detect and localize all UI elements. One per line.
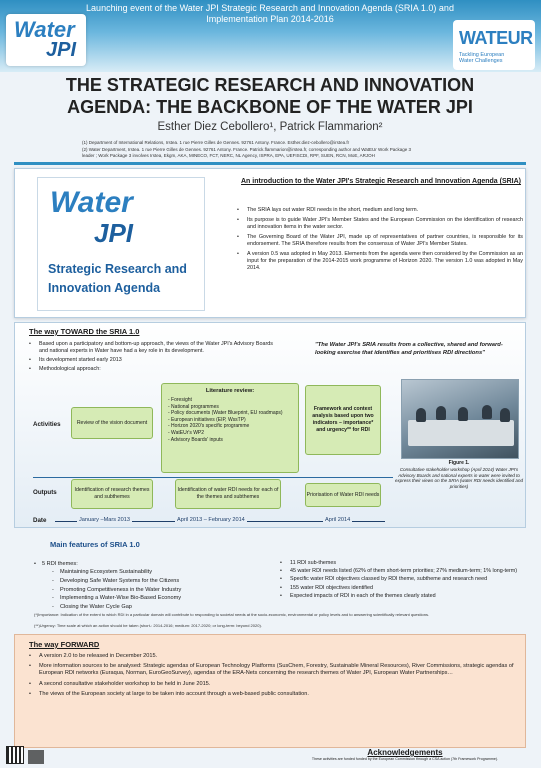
sria-quote: "The Water JPI's SRIA results from a collective, shared and forward-looking exercise that identifies and prioritises RDI directions" (315, 342, 503, 356)
ack-text: These activities are funded funded by the European Commission through a CSA action (7th Framework Programme). (311, 757, 499, 761)
literature-item: - European initiatives (EIP, WssTP) (168, 416, 246, 423)
output-priorisation: Priorisation of Water RDI needs (305, 483, 381, 507)
affiliation-2: (2) Water Department, Irstea. 1 rue Pierre Gilles de Gennes. 92761 Antony. France. Patrick.flammarion@irstea.fr, corresponding author and WatEUr Work Package 3 (82, 147, 411, 152)
theme-item: - Maintaining Ecosystem Sustainability (34, 568, 274, 577)
workshop-photo (401, 379, 519, 459)
literature-item: - National programmes (168, 403, 219, 410)
affiliation-1: (1) Department of International Relations, Irstea. 1 rue Pierre Gilles de Gennes. 92761 Antony. France. Esther.diez-cebollero@irstea.fr (82, 140, 350, 145)
toward-bullet: • Its development started early 2013 (29, 357, 279, 364)
themes-intro: • 5 RDI themes: (34, 560, 274, 568)
label-date: Date (33, 517, 47, 524)
photo-person (436, 406, 446, 420)
photo-table (408, 420, 514, 446)
event-line-1: Launching event of the Water JPI Strategic Research and Innovation Agenda (SRIA 1.0) and (86, 3, 454, 13)
sria-logo (37, 177, 205, 311)
authors: Esther Diez Cebollero¹, Patrick Flammarion² (157, 121, 383, 133)
logo-word-water: Water (14, 17, 75, 42)
intro-panel (14, 168, 526, 318)
date-phase-1: January –Mars 2013 (79, 517, 130, 523)
activity-framework-analysis: Framework and context analysis based upon two indicators – importance* and urgency** for RDI (305, 385, 381, 455)
literature-item: - Foresight (168, 397, 192, 403)
forward-bullet: • A second consultative stakeholder workshop to be held in June 2015. (29, 681, 519, 688)
photo-person (458, 407, 468, 421)
features-heading: Main features of SRIA 1.0 (50, 540, 140, 549)
logo-word-jpi: JPI (46, 39, 77, 61)
ack-heading: Acknowledgements (367, 748, 443, 757)
feature-bullet: • Specific water RDI objectives classed by RDI theme, subtheme and research need (280, 576, 520, 583)
label-activities: Activities (33, 421, 61, 428)
forward-list (29, 653, 519, 701)
wateur-sub-1: Tackling European (459, 52, 505, 58)
qr-code-secondary (28, 750, 44, 764)
label-outputs: Outputs (33, 489, 57, 496)
forward-heading: The way FORWARD (29, 640, 100, 649)
note-urgency: (**)Urgency: Time scale at which an action should be taken (short-: 2014-2016; medium: 2017-2020; or long-term: beyond 2020). (34, 623, 262, 628)
sria-logo-line-2: Innovation Agenda (48, 281, 161, 295)
feature-bullet: • 155 water RDI objectives identified (280, 585, 520, 592)
photo-person (500, 408, 510, 422)
literature-item: - Horizon 2020's specific programme (168, 423, 250, 430)
intro-list (237, 207, 523, 275)
figure-label: Figure 1. (448, 460, 470, 466)
theme-item: - Promoting Competitiveness in the Water Industry (34, 586, 274, 595)
sria-logo-jpi: JPI (94, 218, 134, 248)
literature-item: - Advisory Boards' inputs (168, 436, 223, 443)
forward-bullet: • A version 2.0 to be released in December 2015. (29, 653, 519, 660)
poster-title (20, 74, 520, 118)
process-arrow (33, 477, 393, 478)
photo-person (482, 405, 492, 419)
literature-item: - Policy documents (Water Blueprint, EU roadmaps) (168, 410, 283, 417)
activity-review-vision: Review of the vision document (71, 407, 153, 439)
divider-top (14, 162, 526, 165)
output-research-themes: Identification of research themes and subthemes (71, 479, 153, 509)
figure-caption-text: Consultative stakeholder workshop (April 2014) Water JPI's Advisory Boards and national experts in water were invited to express their views on the SRIA (water RDI needs identified and priorities) (395, 466, 523, 490)
date-phase-2: April 2013 – February 2014 (177, 517, 245, 523)
intro-bullet: • Its purpose is to guide Water JPI's Member States and the European Commission on the identification of research and innovation items in the water sector. (237, 217, 523, 231)
theme-item: - Implementing a Water-Wise Bio-Based Economy (34, 594, 274, 603)
theme-item: - Developing Safe Water Systems for the Citizens (34, 577, 274, 586)
intro-bullet: • The SRIA lays out water RDI needs in the short, medium and long term. (237, 207, 523, 214)
feature-bullet: • 11 RDI sub-themes (280, 560, 520, 567)
water-jpi-logo (6, 14, 86, 66)
affiliation-3: leader ; Work Package 3 involves Irstea, Ekgm, AKA, MINECO, FCT, NERC, NL Agency, ISPRA, EPA, UEFISCDI, RPF, SUEN, RCN, MoE, ARJOH (82, 153, 375, 158)
figure-caption (395, 461, 523, 490)
literature-review-box (161, 383, 299, 473)
sria-logo-water: Water (50, 186, 133, 219)
forward-bullet: • More information sources to be analysed: Strategic agendas of European Technology Platforms (SusChem, Forestry, Sustainable Mineral Resources), River Commissions, strategic agendas of European RDI networks (Euraqua, Norman, EuroGeoSurvey), agendas of the ERA-Nets concerning the research themes of Water JPI, European Water Partnerships… (29, 663, 519, 677)
wateur-logo (453, 20, 535, 70)
literature-title: Literature review: (205, 388, 255, 394)
features-themes (34, 560, 274, 612)
intro-bullet: • A version 0.5 was adopted in May 2013. Elements from the agenda were then considered by the Commission as an input for the preparation of the 2014-2015 work programme of Horizon 2020. The version 1.0 was adopted in May 2014. (237, 251, 523, 272)
date-phase-3: April 2014 (325, 517, 351, 523)
toward-panel (14, 322, 526, 528)
forward-panel (14, 634, 526, 748)
toward-heading: The way TOWARD the SRIA 1.0 (29, 327, 140, 336)
title-line-1: THE STRATEGIC RESEARCH AND INNOVATION (65, 75, 475, 95)
forward-bullet: • The views of the European society at large to be taken into account through a web-based public consultation. (29, 691, 519, 698)
intro-heading: An introduction to the Water JPI's Strategic Research and Innovation Agenda (SRIA) (241, 178, 522, 185)
toward-list (29, 341, 279, 375)
feature-bullet: • 45 water RDI needs listed (62% of them short-term priorities; 27% medium-term; 1% long-term) (280, 568, 520, 575)
acknowledgements (290, 748, 520, 762)
output-rdi-needs: Identification of water RDI needs for each of the themes and subthemes (175, 479, 281, 509)
note-importance: (*)Importance: Indication of the extent to which RDI in a particular domain will contribute to responding to societal needs at the socio-economic, environmental or policy levels and to answering scientifically relevant questions. (34, 612, 430, 617)
title-line-2: AGENDA: THE BACKBONE OF THE WATER JPI (67, 97, 473, 117)
wateur-sub-2: Water Challenges (459, 58, 503, 64)
toward-bullet: • Methodological approach: (29, 366, 279, 373)
qr-code (6, 746, 24, 764)
wateur-word: WATEUR (459, 28, 533, 48)
event-line-2: Implementation Plan 2014-2016 (206, 14, 334, 24)
intro-bullet: • The Governing Board of the Water JPI, made up of representatives of partner countries, is responsible for its endorsement. The SRIA therefore results from the consensus of Water JPI's Member States. (237, 234, 523, 248)
feature-bullet: • Expected impacts of RDI in each of the themes clearly stated (280, 593, 520, 600)
features-stats (280, 560, 520, 601)
theme-item: - Closing the Water Cycle Gap (34, 603, 274, 612)
literature-item: - WatEUr's WP2 (168, 429, 205, 436)
sria-logo-line-1: Strategic Research and (48, 262, 187, 276)
sria-logo-text (48, 260, 187, 298)
toward-bullet: • Based upon a participatory and bottom-up approach, the views of the Water JPI's Advisory Boards and national experts in Water have had a key role in its development. (29, 341, 279, 355)
photo-person (416, 408, 426, 422)
